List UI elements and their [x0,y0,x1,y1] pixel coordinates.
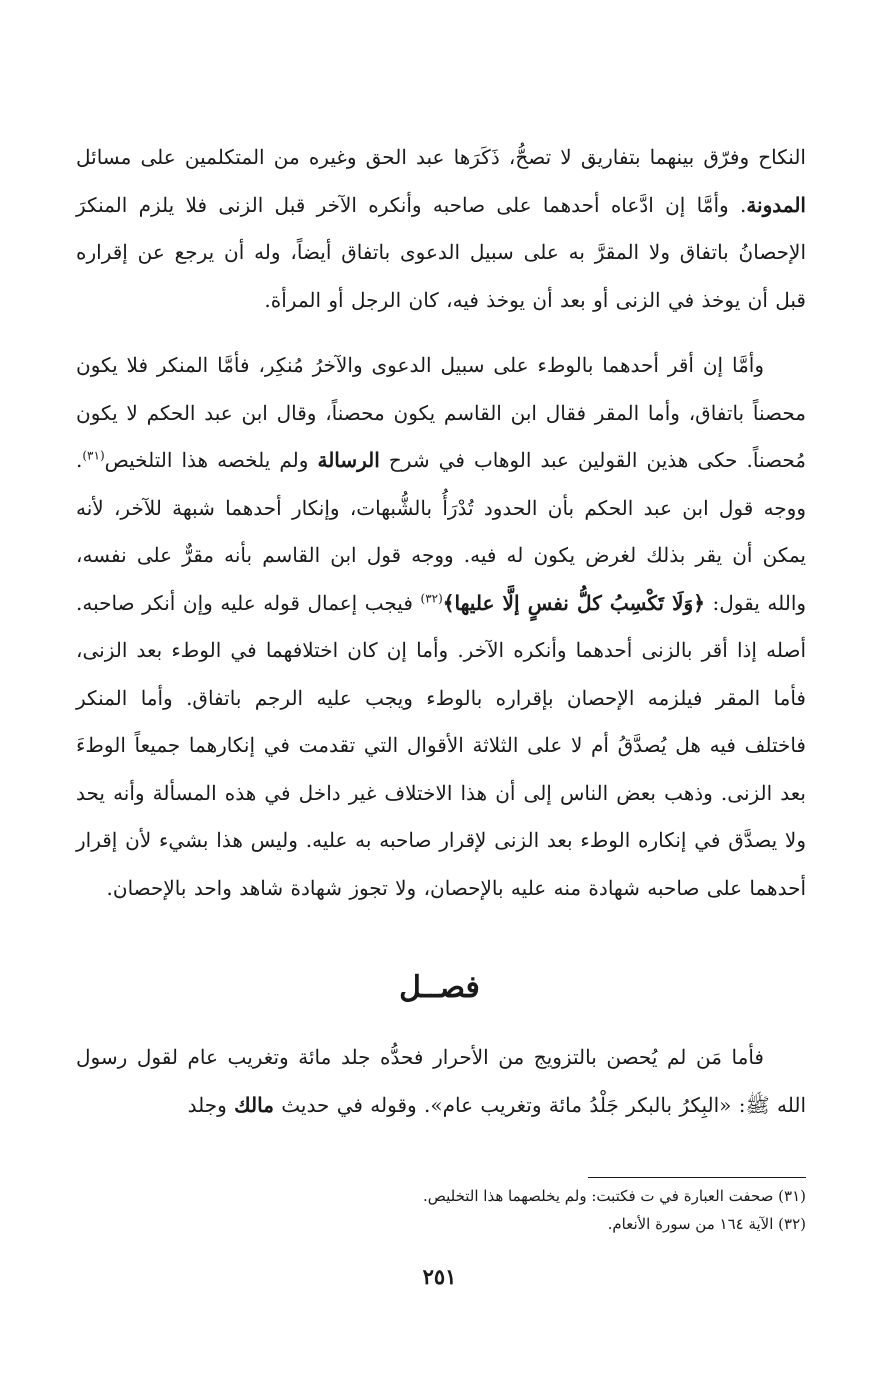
footnotes [300,1182,806,1238]
paragraph-2 [76,342,806,912]
page-number: ٢٥١ [422,1264,457,1289]
footnote-divider [588,1177,806,1178]
paragraph-1 [76,134,806,324]
section-paragraph-text-b: وجلد [187,1092,227,1117]
section-paragraph-text-a: فأما مَن لم يُحصن بالتزويج من الأحرار فحدُّه جلد مائة وتغريب عام لقول رسول الله ﷺ: «البِكرُ بالبكر جَلْدُ مائة وتغريب عام». وقوله في حديث [76,1045,806,1117]
section-heading: فصــل [399,970,480,1005]
paragraph-2-text-b: ولم يلخصه هذا التلخيص [104,448,309,472]
footnote-31: (٣١) صحفت العبارة في ت فكتبت: ولم يخلصهما هذا التخليص. [422,1187,806,1205]
footnote-ref-31: (٣١) [82,448,105,463]
paragraph-2-text-d: فيجب إعمال قوله عليه وإن أنكر صاحبه. أصله إذا أقر بالزنى أحدهما وأنكره الآخر. وأما إن كان اختلافهما في الوطء بعد الزنى، فأما المقر فيلزمه الإحصان بإقراره بالوطء ويجب عليه الرجم باتفاق. وأما المنكر فاختلف فيه هل يُصدَّقُ أم لا على الثلاثة الأقوال التي تقدمت في إنكارهما جميعاً الوطءَ بعد الزنى. وذهب بعض الناس إلى أن هذا الاختلاف غير داخل في هذه المسألة وأنه يحد ولا يصدَّق في إنكاره الوطء بعد الزنى لإقرار صاحبه به عليه. وليس هذا بشيء لأن إقرار أحدهما على صاحبه شهادة منه عليه بالإحصان، ولا تجوز شهادة شاهد واحد بالإحصان. [76,590,806,900]
name-malik: مالك [234,1092,274,1117]
paragraph-1-text: النكاح وفرّق بينهما بتفاريق لا تصحُّ، ذَكَرَها عبد الحق وغيره من المتكلمين على مسائل [76,145,806,169]
paragraph-2-text-a: وأمَّا إن أقر أحدهما بالوطء على سبيل الدعوى والآخرُ مُنكِر، فأمَّا المنكر فلا يكون محصناً باتفاق، وأما المقر فقال ابن القاسم يكون محصناً، وقال ابن عبد الحكم لا يكون مُحصناً. حكى هذين القولين عبد الوهاب في شرح [76,353,806,472]
section-paragraph [76,1034,806,1129]
quran-quote: ﴿وَلَا تَكْسِبُ كلُّ نفسٍ إلَّا عليها﴾ [442,590,705,615]
paragraph-2-text-c: . ووجه قول ابن عبد الحكم بأن الحدود تُدْرَأُ بالشُّبهات، وإنكار أحدهما شبهة للآخر، لأنه يمكن أن يقر بذلك لغرض يكون له فيه. ووجه قول ابن القاسم بأنه مقرٌّ على نفسه، والله يقول: [76,448,807,615]
book-title-risala: الرسالة [317,448,380,472]
footnote-ref-32: (٣٢) [420,590,443,605]
book-title-mudawwana: المدونة [746,192,806,217]
footnote-32: (٣٢) الآية ١٦٤ من سورة الأنعام. [607,1215,806,1233]
section-text-block [76,1034,806,1129]
main-text-block [76,134,806,912]
paragraph-1-tail: . وأمَّا إن ادَّعاه أحدهما على صاحبه وأنكره الآخر قبل الزنى فلا يلزم المنكرَ الإحصانُ باتفاق ولا المقرَّ به على سبيل الدعوى باتفاق أيضاً، وله أن يرجع عن إقراره قبل أن يوخذ في الزنى أو بعد أن يوخذ فيه، كان الرجل أو المرأة. [76,192,806,312]
